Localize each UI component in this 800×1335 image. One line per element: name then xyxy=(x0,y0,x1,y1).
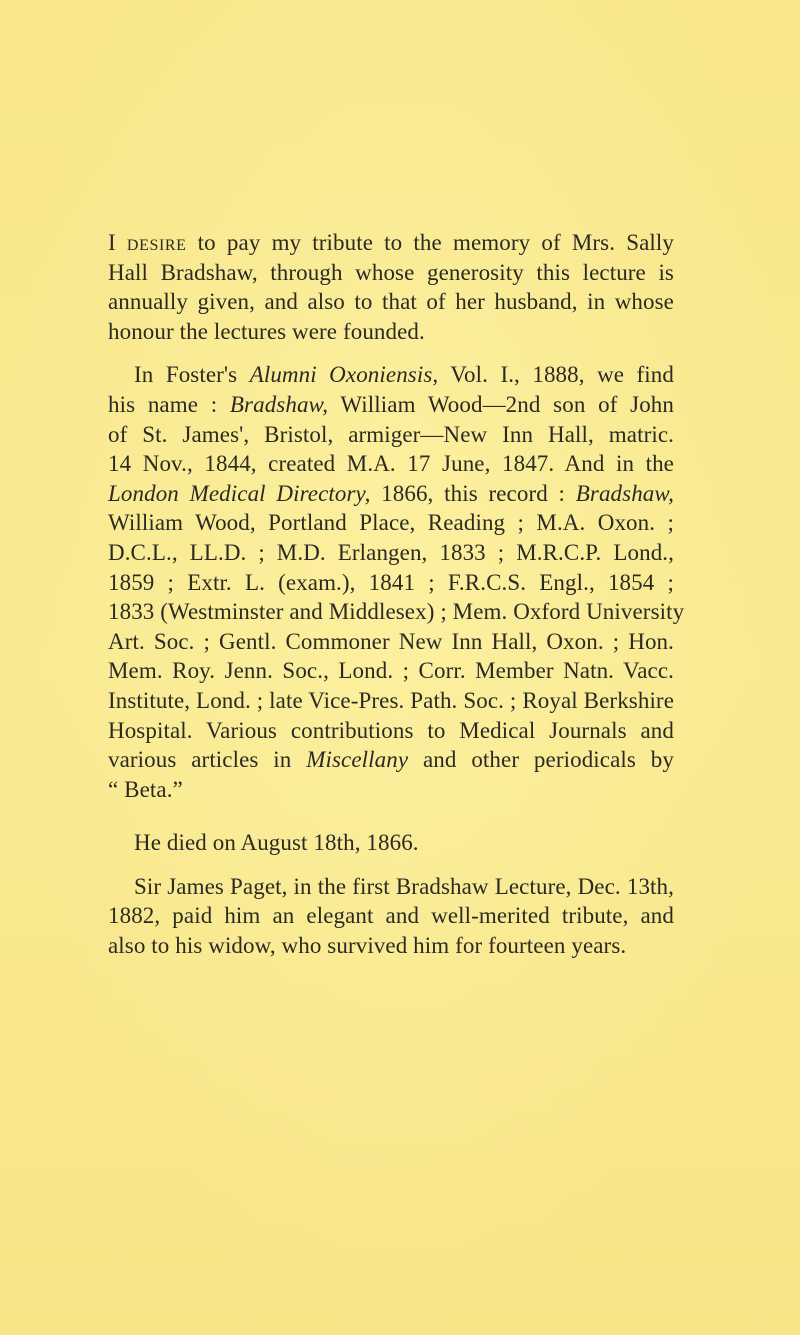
text-line: 14 Nov., 1844, created M.A. 17 June, 1847. And in the xyxy=(108,451,674,477)
text-line: 1833 (Westminster and Middlesex) ; Mem. Oxford University xyxy=(108,599,685,625)
text-line: London Medical Directory, 1866, this record : Bradshaw, xyxy=(108,480,674,506)
text-line: “ Beta.” xyxy=(108,776,183,802)
text-line: 1859 ; Extr. L. (exam.), 1841 ; F.R.C.S. Engl., 1854 ; xyxy=(108,569,674,595)
body-text xyxy=(108,228,685,961)
opening-smallcaps: desire xyxy=(126,230,187,255)
text-line: Sir James Paget, in the first Bradshaw Lecture, Dec. 13th, xyxy=(134,873,674,899)
text-line: D.C.L., LL.D. ; M.D. Erlangen, 1833 ; M.R.C.P. Lond., xyxy=(108,539,674,565)
text-line: various articles in Miscellany and other periodicals by xyxy=(108,747,674,773)
text-line: Mem. Roy. Jenn. Soc., Lond. ; Corr. Member Natn. Vacc. xyxy=(108,658,674,684)
paragraph-death xyxy=(108,828,674,858)
paragraph-paget xyxy=(108,872,674,961)
text-line: Hall Bradshaw, through whose generosity this lecture is xyxy=(108,259,674,285)
text-line: also to his widow, who survived him for fourteen years. xyxy=(108,933,627,959)
text-line: Art. Soc. ; Gentl. Commoner New Inn Hall, Oxon. ; Hon. xyxy=(108,628,674,654)
text-line: honour the lectures were founded. xyxy=(108,318,425,344)
text-line: annually given, and also to that of her husband, in whose xyxy=(108,289,674,315)
text-line: his name : Bradshaw, William Wood—2nd son of John xyxy=(108,391,674,417)
text-line: He died on August 18th, 1866. xyxy=(134,830,419,856)
paragraph-dedication xyxy=(108,228,674,346)
text-line: In Foster's Alumni Oxoniensis, Vol. I., 1888, we find xyxy=(134,362,674,388)
text-line: 1882, paid him an elegant and well-merited tribute, and xyxy=(108,903,674,929)
text-line: of St. James', Bristol, armiger—New Inn Hall, matric. xyxy=(108,421,674,447)
text-line: Hospital. Various contributions to Medical Journals and xyxy=(108,717,674,743)
text-line: Institute, Lond. ; late Vice-Pres. Path. Soc. ; Royal Berkshire xyxy=(108,687,674,713)
opening-word: I xyxy=(108,230,116,255)
text-line: William Wood, Portland Place, Reading ; M.A. Oxon. ; xyxy=(108,510,674,536)
paragraph-fosters xyxy=(108,360,685,804)
text-line: I desire to pay my tribute to the memory of Mrs. Sally xyxy=(108,230,674,255)
